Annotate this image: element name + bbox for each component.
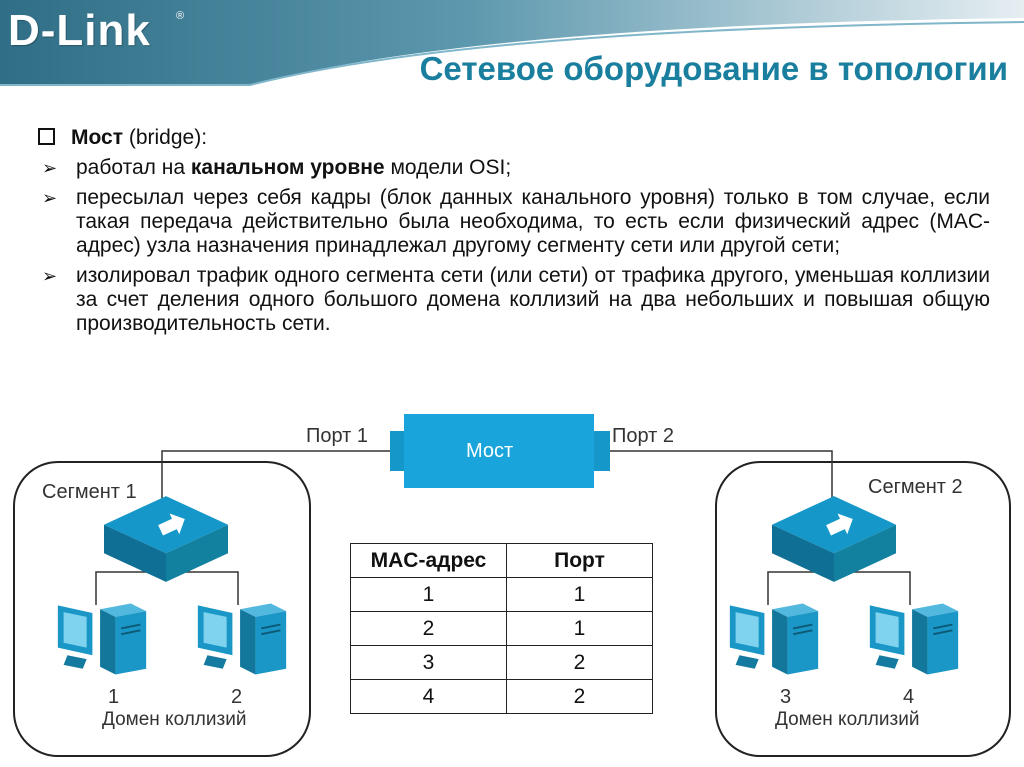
port-cell: 2 [507, 646, 653, 680]
port-cell: 1 [507, 612, 653, 646]
segment-2-label: Сегмент 2 [868, 476, 963, 498]
list-item: ➢ работал на канальном уровне модели OSI; [42, 156, 512, 179]
bullet-list [38, 156, 990, 336]
checkbox-bullet-icon [38, 128, 55, 145]
term-rest: (bridge): [123, 126, 208, 149]
switch-1-icon [104, 496, 228, 582]
collision-domain-label-left: Домен коллизий [102, 709, 247, 730]
column-header-mac: MAC-адрес [351, 544, 507, 578]
table-row [351, 578, 653, 612]
page-title: Сетевое оборудование в топологии [419, 50, 1008, 87]
table-row [351, 680, 653, 714]
computer-4-icon [870, 603, 958, 674]
port-2-label: Порт 2 [612, 425, 675, 447]
mac-table [350, 543, 653, 714]
computer-3-icon [730, 603, 818, 674]
port-1-label: Порт 1 [306, 425, 369, 447]
table-header-row [351, 544, 653, 578]
list-item: ➢ изолировал трафик одного сегмента сети (или сети) от трафика другого, уменьшая коллизии за счет деления одного большого домена коллизий на два небольших и повышая общую производительность сети. [42, 264, 990, 335]
mac-cell: 4 [351, 680, 507, 714]
port-cell: 1 [507, 578, 653, 612]
mac-cell: 1 [351, 578, 507, 612]
registered-mark: ® [176, 10, 185, 22]
segment-1-label: Сегмент 1 [42, 481, 137, 503]
pc-number: 1 [108, 686, 120, 708]
port-cell: 2 [507, 680, 653, 714]
term-bold: Мост [71, 126, 124, 149]
list-item: ➢ пересылал через себя кадры (блок данных канального уровня) только в том случае, если такая передача действительно была необходима, то есть если физический адрес (MAC-адрес) узла назначения принадлежал другому сегменту сети или другой сети; [42, 186, 990, 257]
pc-number: 3 [780, 686, 792, 708]
arrow-bullet-icon: ➢ [42, 266, 58, 286]
column-header-port: Порт [507, 544, 653, 578]
table-row [351, 646, 653, 680]
content [38, 126, 990, 342]
bridge-label: Мост [466, 440, 514, 462]
computer-1-icon [58, 603, 146, 674]
arrow-bullet-icon: ➢ [42, 158, 58, 178]
section-heading [38, 126, 990, 150]
pc-number: 4 [903, 686, 915, 708]
arrow-bullet-icon: ➢ [42, 188, 58, 208]
switch-2-icon [772, 496, 896, 582]
computer-2-icon [198, 603, 286, 674]
pc-number: 2 [231, 686, 243, 708]
dlink-logo: D-Link [8, 6, 151, 55]
table-row [351, 612, 653, 646]
collision-domain-label-right: Домен коллизий [775, 709, 920, 730]
mac-cell: 2 [351, 612, 507, 646]
mac-cell: 3 [351, 646, 507, 680]
